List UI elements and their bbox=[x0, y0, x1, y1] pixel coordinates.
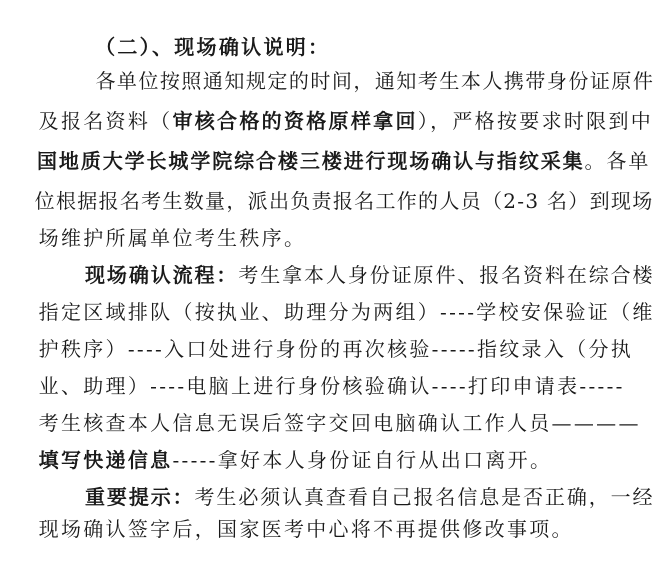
para1-line3-text-bold: 国地质大学长城学院综合楼三楼进行现场确认与指纹采集 bbox=[37, 149, 585, 173]
para3-line1-text: 考生必须认真查看自己报名信息是否正确，一经 bbox=[194, 485, 655, 509]
para2-line6-text-b: -----拿好本人身份证自行从出口离开。 bbox=[172, 448, 553, 472]
para1-line2-text-bold: 审核合格的资格原样拿回 bbox=[172, 109, 418, 133]
para2-line6-text-bold: 填写快递信息 bbox=[38, 448, 173, 472]
important-label: 重要提示： bbox=[85, 485, 195, 509]
para3-line2 bbox=[4, 484, 574, 574]
para3-line2-text: 现场确认签字后，国家医考中心将不再提供修改事项。 bbox=[38, 517, 574, 541]
process-label: 现场确认流程： bbox=[85, 263, 239, 287]
para2-line1-text: 考生拿本人身份证原件、报名资料在综合楼 bbox=[238, 263, 655, 287]
para1-line1-text: 各单位按照通知规定的时间，通知考生本人携带身份证原件 bbox=[95, 69, 655, 93]
para1-line4-text: 位根据报名考生数量，派出负责报名工作的人员（2-3 名）到现场 bbox=[34, 189, 654, 213]
para1-line2-text-c: ），严格按要求时限到中 bbox=[417, 109, 654, 133]
para1-line5-text: 场维护所属单位考生秩序。 bbox=[38, 226, 307, 250]
para1-line2-text-a: 及报名资料（ bbox=[38, 109, 173, 133]
para2-line2-text: 指定区域排队（按执业、助理分为两组）----学校安保验证（维 bbox=[38, 300, 655, 324]
para2-line4-text: 业、助理）----电脑上进行身份核验确认----打印申请表----- bbox=[38, 374, 625, 398]
para2-line3-text: 护秩序）----入口处进行身份的再次核验-----指纹录入（分执 bbox=[38, 337, 634, 361]
section-heading-text: （二）、现场确认说明： bbox=[95, 35, 331, 59]
para1-line3-text-b: 。各单 bbox=[584, 149, 651, 173]
para2-line5-text: 考生核查本人信息无误后签字交回电脑确认工作人员———— bbox=[38, 411, 641, 435]
